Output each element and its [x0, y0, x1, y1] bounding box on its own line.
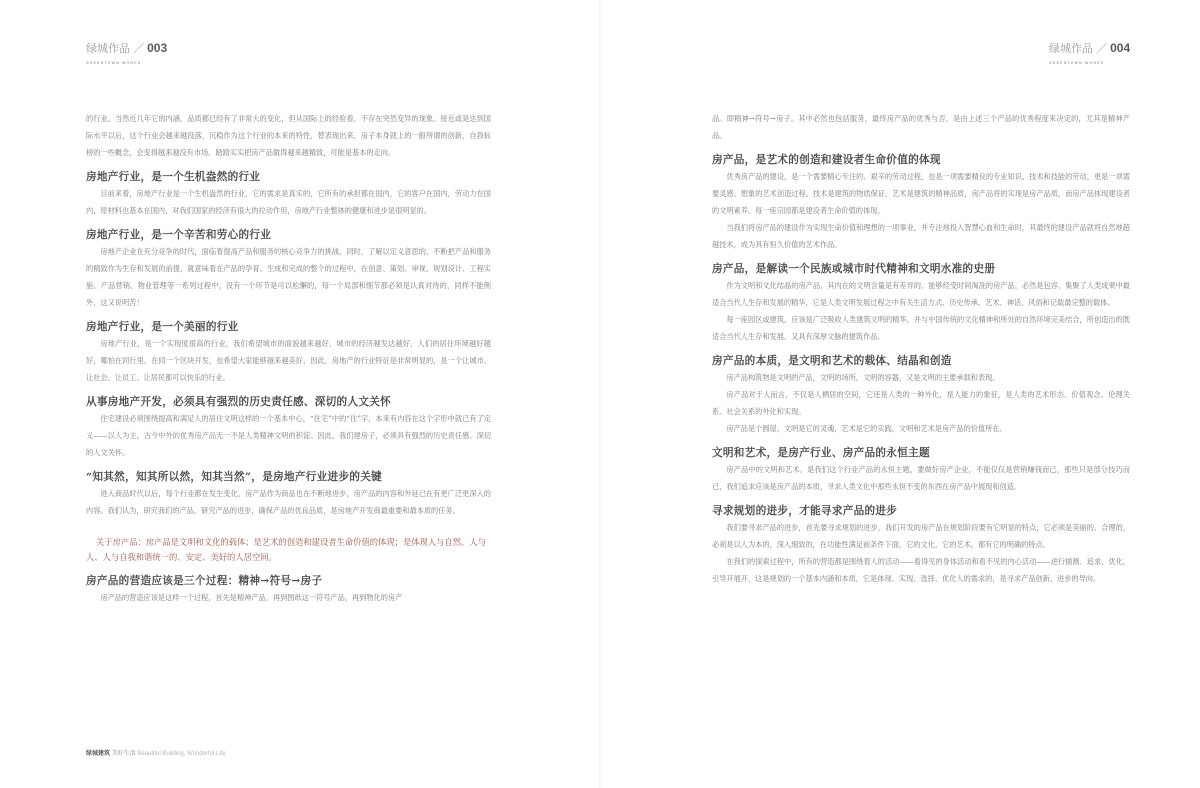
body-paragraph: 我们要寻求产品的进步，首先要寻求规划的进步，我们开发的房产品在规划阶段要有它明显的特点，它必须是美丽的、合理的，必须是以人为本的，深入细致的，在功能性满足前条件下面，它的文化，它的艺术，都有它的明确的特点。 — [712, 523, 1130, 549]
body-paragraph: 品。即精神→符号→房子。其中必然也包括服务，最终房产品的优秀与否，是由上述三个产品的优秀程度来决定的，尤其是精神产品。 — [712, 114, 1130, 140]
spacer — [712, 253, 1130, 261]
section-heading: 房产品的本质，是文明和艺术的载体、结晶和创造 — [712, 355, 952, 367]
footer-cn: 美好生活 — [111, 751, 136, 757]
body-paragraph: 每一座园区或建筑，应该是广泛吸收人类建筑文明的精华，并与中国传统的文化精神和所处的自然环境完美结合，所创造出的既适合当代人生存和发展、又具有深厚文脉的建筑作品。 — [712, 315, 1130, 341]
right-text-column — [712, 110, 1130, 587]
folio-separator: ／ — [1096, 43, 1108, 55]
body-paragraph: 房产品构筑物是文明的产品，文明的场所，文明的容器，又是文明的主要承载和表现。 — [726, 373, 1000, 382]
spacer — [86, 161, 491, 169]
body-paragraph: 房产品对于人而言，不仅是人栖居的空间，它还是人类的一种外化，是人能力的象征，是人类的艺术形态、价值观念、伦理关系、社会关系的外化和实现。 — [712, 390, 1130, 416]
section-heading: 房产品，是解读一个民族或城市时代精神和文明水准的史册 — [712, 263, 996, 275]
page-number: 003 — [147, 41, 168, 55]
folio-label: 绿城作品 — [86, 43, 130, 55]
section-heading: 房地产行业，是一个美丽的行业 — [86, 321, 239, 333]
section-heading: 从事房地产开发，必须具有强烈的历史责任感、深切的人文关怀 — [86, 396, 392, 408]
body-paragraph: 住宅建设必须围绕提高和满足人的居住文明这样的一个基本中心，“住宅”中的“住”字，本来有内容在这个字形中就已有了定义——以人为主，古今中外的优秀房产品无一不是人类精神文明的积淀。因此，我们建房子，必须具有强烈的历史责任感、深切的人文关怀。 — [86, 414, 491, 457]
body-paragraph: 在我们的探索过程中，所有的营造都是围绕着人的活动——看得见的身体活动和看不见的内心活动——进行描测、追求、优化，引导开展开，这是规划的一个基本内涵和本质，它是体现、实现、选择、优化人的需求的，是寻求产品创新、进步的导向。 — [712, 557, 1130, 583]
spacer — [86, 386, 491, 394]
page-footer — [86, 748, 226, 757]
spacer — [712, 144, 1130, 152]
footer-brand: 绿城建筑 — [86, 751, 111, 757]
body-paragraph: 房产品的营造应该是这样一个过程，首先是精神产品，再到图纸这一符号产品，再到物化的房产 — [100, 593, 403, 602]
folio-subtitle: GREENTOWN WORKS — [1049, 61, 1105, 65]
spacer — [712, 437, 1130, 445]
section-heading: 文明和艺术，是房产行业、房产品的永恒主题 — [712, 447, 930, 459]
section-heading: 房地产行业，是一个生机盎然的行业 — [86, 171, 261, 183]
body-paragraph: 的行业。当然近几年它的内涵、品质都已经有了非常大的变化，但从国际上的经验看，不存在突然变异的现象。接近或是达到国际水平以后，这个行业会越来越没落，沉稳作为这个行业的本来的特性，替表现出来，房子本身就上的一般所谓的创新，自我标榜的一些概念，会变得越来越没有市场。踏踏实实把房产品做得越来越精致，可能是基本的走向。 — [86, 114, 491, 157]
body-paragraph: 当我们将房产品的建设作为实现生命价值和理想的一项事业，并专注地投入智慧心血和生命时，其最终的建设产品就将自然地超越技术，成为具有恒久价值的艺术作品。 — [712, 223, 1130, 249]
left-text-column — [86, 110, 491, 606]
folio-subtitle: GREENTOWN WORKS — [86, 61, 142, 65]
folio-separator: ／ — [133, 43, 145, 55]
spacer — [86, 519, 491, 527]
spacer — [86, 565, 491, 573]
footer-en: Beautiful Building, Wonderful Life — [137, 751, 226, 757]
folio-label: 绿城作品 — [1049, 43, 1093, 55]
spacer — [712, 345, 1130, 353]
spacer — [86, 461, 491, 469]
pull-quote: 关于房产品：房产品是文明和文化的载体；是艺术的创造和建设者生命价值的体现；是体现人与自然、人与人、人与自我和谐统一的、安定、美好的人居空间。 — [86, 537, 486, 562]
spacer — [712, 495, 1130, 503]
body-paragraph: 进入商品时代以后，每个行业都在发生变化，房产品作为商品也在不断地进步，房产品的内容和外延已在有更广泛更深入的内容。我们认为，研究我们的产品，研究产品的进步，确保产品的优良品质，是房地产开发商最重要和最本质的任务。 — [86, 489, 491, 515]
body-paragraph: 目前来看，房地产行业是一个生机盎然的行业，它的需求是真实的，它所有的承担都在国内，它的客户在国内，劳动力在国内，原材料也基本在国内，对我们国家的经济有很大的拉动作用，房地产行业整体的健康和进步是很明显的。 — [86, 189, 491, 215]
body-paragraph: 房地产行业，是一个实现度很高的行业，我们希望城市的面貌越来越好，城市的经济越发达越好，人们的居住环境越好越好，哪怕在同行里，在同一个区块开发，也希望大家能够越来越美好，因此，房地产的行业特征是非常明显的，是一个让城市、让社会、让员工、让居民都可以快乐的行业。 — [86, 339, 491, 382]
spacer — [86, 527, 491, 535]
page-number: 004 — [1110, 41, 1131, 55]
section-heading: 寻求规划的进步，才能寻求产品的进步 — [712, 505, 898, 517]
body-paragraph: 优秀房产品的建设，是一个需要精心专注的、艰辛的劳动过程，也是一项需要精良的专业知识、技术和技能的劳动，更是一项需要灵感、想象的艺术创造过程。技术是建筑的物质保证，艺术是建筑的精神品质，房产品将的实现是房产品质，而房产品体现建设者的文明素养。每一座宗园都是建设者生命价值的体现。 — [712, 172, 1130, 215]
spacer — [86, 219, 491, 227]
body-paragraph: 房地产企业在充分竞争的时代，面临着提高产品和服务的核心竞争力的挑战，同时，了解以定义意思的，不断把产品和服务的精致作为生存和发展的前提，就意味着在产品的孕育、生成和完成的整个的过程中，在创意、策划、审视、规划设计、工程实施、产品营销、物业管理等一系列过程中，没有一个环节是可以松懈的，每一个局部和细节都必须是认真对待的，同样不能例外，这又说明苦！ — [86, 247, 491, 307]
body-paragraph: 作为文明和文化结晶的房产品，其内在的文明含量是有差异的。能够经受时间淘洗的房产品，必然是包容、集聚了人类成果中最适合当代人生存和发展的精华，它是人类文明发展过程之中有关生活方式、历史传承、艺术、神话、风俗和记载最完整的载体。 — [712, 281, 1130, 307]
section-heading: 房产品，是艺术的创造和建设者生命价值的体现 — [712, 154, 941, 166]
body-paragraph: 房产品中的文明和艺术，是我们这个行业产品的永恒主题，要做好房产企业，不能仅仅是营销赚钱而已，那些只是部分技巧而已，我们追求应该是房产品的本质，寻求人类文化中那些永恒不变的东西在房产品中展现和创造。 — [712, 465, 1130, 491]
page-folio-004 — [1049, 40, 1130, 65]
body-paragraph: 房产品是个圆屋，文明是它的灵魂，艺术是它的实践，文明和艺术是房产品的价值所在。 — [726, 424, 1007, 433]
page-folio-003 — [86, 40, 167, 65]
section-heading: “知其然，知其所以然，知其当然”，是房地产行业进步的关键 — [86, 471, 383, 483]
right-page — [600, 0, 1200, 788]
spacer — [86, 311, 491, 319]
section-heading: 房地产行业，是一个辛苦和劳心的行业 — [86, 229, 272, 241]
section-heading: 房产品的营造应该是三个过程：精神→符号→房子 — [86, 575, 323, 587]
